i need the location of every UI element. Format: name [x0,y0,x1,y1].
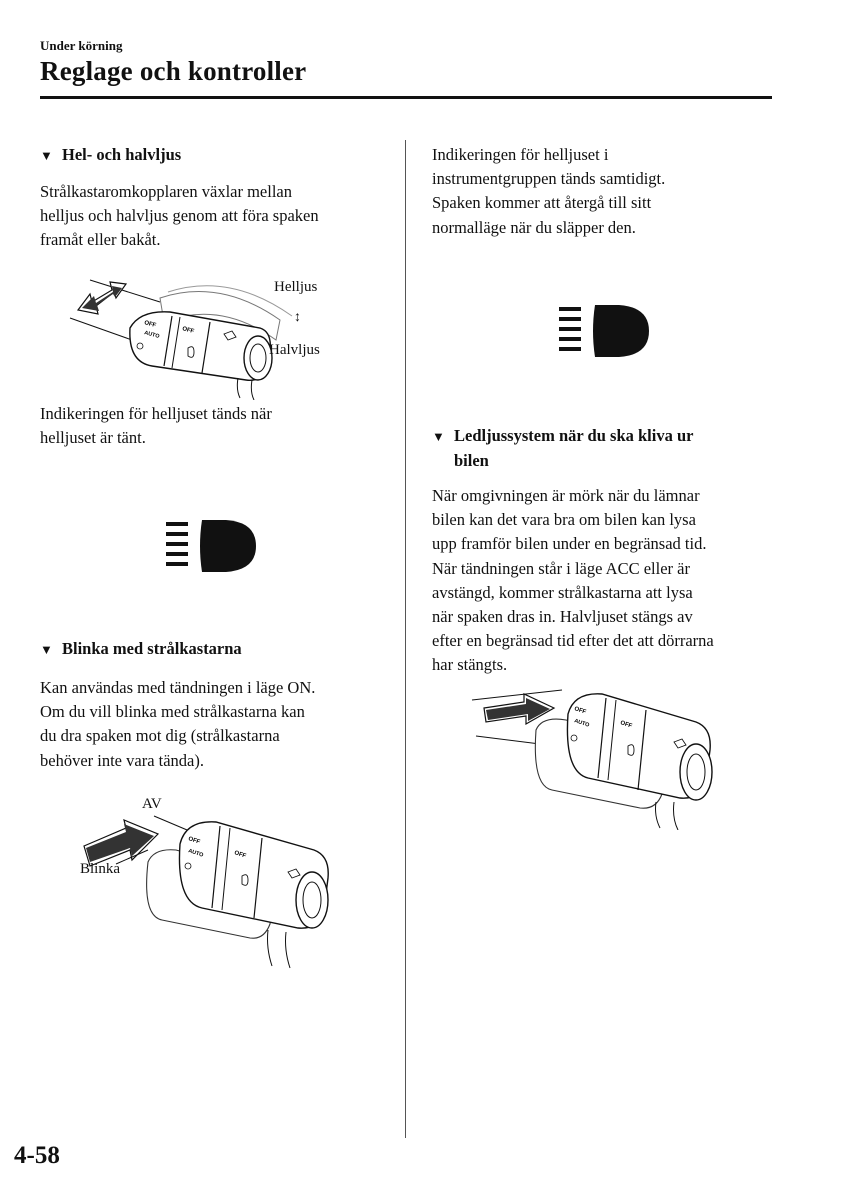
lever-pull-illustration [470,680,740,830]
heading-marker-icon: ▼ [40,148,53,163]
page-title: Reglage och kontroller [40,56,307,86]
high-beam-indicator-icon [559,303,651,359]
label-flash: Blinka [80,861,120,877]
figure-lever-high-low-beam [60,270,340,400]
svg-text:OFF: OFF [143,320,157,330]
column-divider [405,140,406,1138]
label-off: AV [142,796,162,812]
paragraph-indicator-on: Indikeringen för helljuset tänds när helljuset är tänt. [40,404,272,448]
section-label: Under körning [40,38,123,53]
paragraph-exit-light-system: När omgivningen är mörk när du lämnar bilen kan det vara bra om bilen kan lysa upp framför bilen under en begränsad tid. När tändningen står i läge ACC eller är avstängd, kommer strålkastarna att lysa när spaken dras in. Halvljuset stängs av efter en begränsad tid efter det att dörrarna har stängts. [432,486,714,675]
title-rule [40,96,772,99]
svg-text:OFF: OFF [233,850,247,860]
page-number: 4-58 [14,1142,60,1169]
heading-exit-light-system: ▼ Ledljussystem när du ska kliva ur bilen [432,426,694,470]
svg-text:OFF: OFF [573,706,587,716]
label-high-beam: Helljus [274,279,318,295]
figure-lever-flash [76,792,346,972]
paragraph-indicator-cluster: Indikeringen för helljuset i instrumentgruppen tänds samtidigt. Spaken kommer att återgå till sitt normalläge när du släpper den. [432,145,666,237]
paragraph-high-low-beam: Strålkastaromkopplaren växlar mellan helljus och halvljus genom att föra spaken framåt eller bakåt. [40,182,319,250]
heading-marker-icon: ▼ [40,642,53,657]
heading-marker-icon: ▼ [432,429,445,444]
svg-text:AUTO: AUTO [573,718,590,729]
svg-text:OFF: OFF [619,720,633,730]
heading-high-low-beam: ▼ Hel- och halvljus [40,143,181,168]
high-beam-indicator-icon [166,518,258,574]
svg-text:OFF: OFF [187,836,201,846]
svg-text:AUTO: AUTO [187,848,204,859]
paragraph-flash-headlights: Kan användas med tändningen i läge ON. Om du vill blinka med strålkastarna kan du dra spaken mot dig (strålkastarna behöver inte vara tända). [40,678,316,770]
svg-text:OFF: OFF [181,326,195,336]
heading-flash-headlights: ▼ Blinka med strålkastarna [40,637,242,662]
lever-pull-illustration [76,792,346,972]
figure-lever-exit-light [470,680,740,830]
label-low-beam: Halvljus [269,342,320,358]
up-down-arrow-icon: ↕ [294,310,301,325]
svg-text:AUTO: AUTO [143,330,160,340]
